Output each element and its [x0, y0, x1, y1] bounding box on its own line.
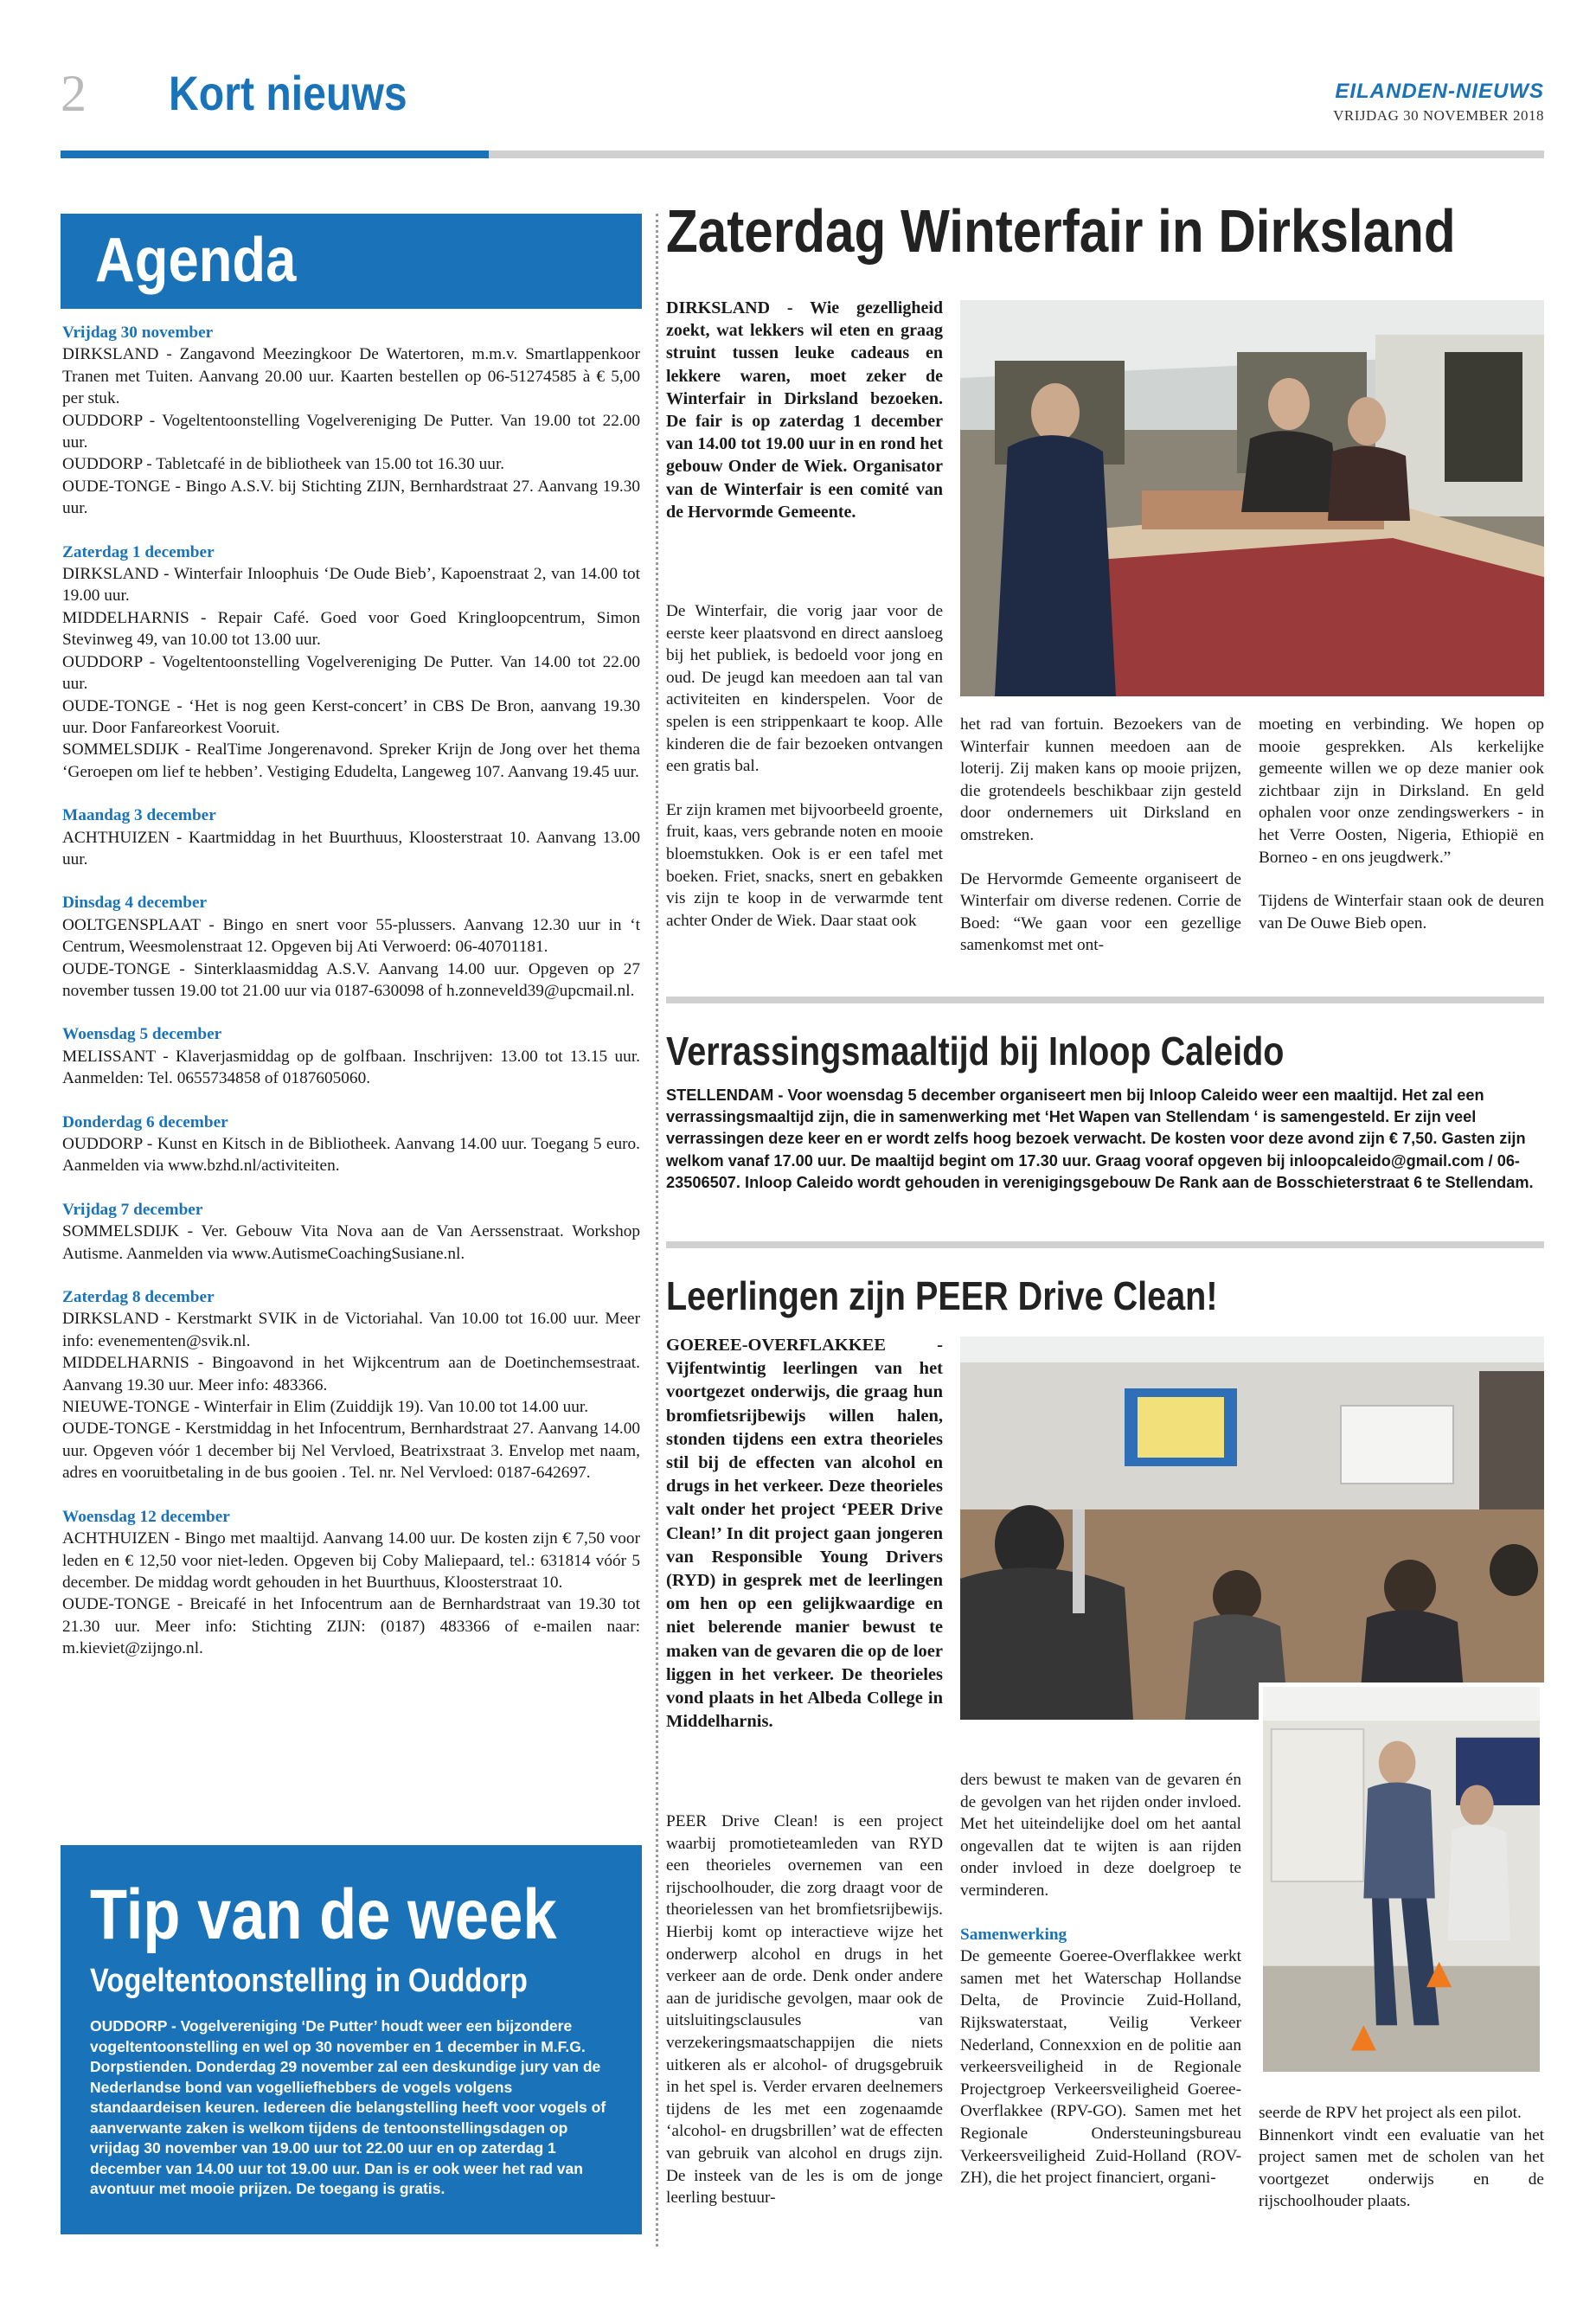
agenda-event: NIEUWE-TONGE - Winterfair in Elim (Zuiddijk 19). Van 10.00 tot 14.00 uur.	[62, 1398, 589, 1417]
agenda-banner	[61, 214, 642, 309]
tip-subtitle: Vogeltentoonstelling in Ouddorp	[90, 1963, 528, 1999]
winterfair-column-1	[666, 600, 943, 932]
agenda-event: DIRKSLAND - Winterfair Inloophuis ‘De Oude Bieb’, Kapoenstraat 2, van 14.00 tot 19.00 uur.	[62, 565, 640, 606]
peer-lead: GOEREE-OVERFLAKKEE - Vijfentwintig leerlingen van het voortgezet onderwijs, die graag hun bromfietsrijbewijs willen halen, stonden tijdens een extra theorieles stil bij de effecten van alcohol en drugs in het verkeer. Deze theorieles valt onder het project ‘PEER Drive Clean!’ In dit project gaan jongeren van Responsible Young Drivers (RYD) in gesprek met de leerlingen om hen op een gelijkwaardige en niet belerende manier bewust te maken van de gevaren die op de loer liggen in het verkeer. De theorieles vond plaats in het Albeda College in Middelharnis.	[666, 1336, 943, 1732]
agenda-day	[62, 542, 640, 783]
agenda-event: ACHTHUIZEN - Bingo met maaltijd. Aanvang 14.00 uur. De kosten zijn € 7,50 voor leden en € 12,50 voor niet-leden. Opgeven bij Coby Maliepaard, tel.: 631814 vóór 5 december. De middag wordt gehouden in het Buurthuus, Kloosterstraat 10.	[62, 1529, 640, 1592]
agenda-event: OUDDORP - Vogeltentoonstelling Vogelvereniging De Putter. Van 19.00 tot 22.00 uur.	[62, 411, 640, 452]
agenda-day-title: Woensdag 5 december	[62, 1025, 222, 1044]
agenda-day-title: Dinsdag 4 december	[62, 894, 208, 913]
edition-date: VRIJDAG 30 NOVEMBER 2018	[1333, 107, 1544, 124]
agenda-event: OUDDORP - Vogeltentoonstelling Vogelvereniging De Putter. Van 14.00 tot 22.00 uur.	[62, 652, 640, 694]
header-rule-accent	[61, 151, 489, 158]
tip-of-the-week-box	[61, 1845, 642, 2234]
agenda-day-title: Vrijdag 7 december	[62, 1200, 203, 1219]
agenda-day	[62, 804, 640, 870]
classroom-photo	[960, 1336, 1544, 1720]
agenda-event: OUDDORP - Tabletcafé in de bibliotheek van 15.00 tot 16.30 uur.	[62, 455, 505, 474]
peer-column-2	[960, 1769, 1241, 2189]
winterfair-column-2	[960, 714, 1241, 957]
peer-column-3	[1259, 2102, 1544, 2213]
paragraph: PEER Drive Clean! is een project waarbij promotieteamleden van RYD een theorieles overnemen van een rijschoolhouder, die zorg draagt voor de theorielessen van het bromfietsrijbewijs. Hierbij komt op interactieve wijze het onderwerp alcohol en drugs in het verkeer aan de orde. Denk onder andere aan de juridische gevolgen, maar ook de uitsluitingsclausules van verzekeringsmaatschappijen die niets uitkeren als er alcohol- of drugsgebruik in het spel is. Verder ervaren deelnemers tijdens de les met een zogenaamde ‘alcohol- en drugsbrillen’ wat de effecten van gebruik van alcohol en drugs zijn. De insteek van de les is om de jonge leerling bestuur-	[666, 1812, 943, 2208]
page-number: 2	[61, 65, 87, 122]
section-title: Kort nieuws	[169, 66, 407, 120]
winterfair-headline: Zaterdag Winterfair in Dirksland	[666, 197, 1456, 265]
agenda-day	[62, 1023, 640, 1089]
agenda-day	[62, 1286, 640, 1484]
agenda-event: SOMMELSDIJK - RealTime Jongerenavond. Spreker Krijn de Jong over het thema ‘Geroepen om lief te hebben’. Vestiging Edudelta, Langeweg 107. Aanvang 19.45 uur.	[62, 740, 640, 781]
winterfair-photo	[960, 300, 1544, 696]
paragraph: Tijdens de Winterfair staan ook de deuren van De Ouwe Bieb open.	[1259, 892, 1544, 933]
peer-headline: Leerlingen zijn PEER Drive Clean!	[666, 1273, 1218, 1318]
paragraph: De Winterfair, die vorig jaar voor de eerste keer plaatsvond en direct aansloeg bij het publiek, is bedoeld voor jong en oud. De jeugd kan meedoen aan tal van activiteiten en kinderspelen. Voor de spelen is een strippenkaart te koop. Alle kinderen die de fair bezoeken ontvangen een gratis bal.	[666, 602, 943, 776]
agenda-event: ACHTHUIZEN - Kaartmiddag in het Buurthuus, Kloosterstraat 10. Aanvang 13.00 uur.	[62, 828, 640, 868]
agenda-event: OUDE-TONGE - ‘Het is nog geen Kerst-concert’ in CBS De Bron, aanvang 19.30 uur. Door Fanfareorkest Vooruit.	[62, 696, 640, 737]
agenda-list	[62, 322, 640, 1660]
agenda-event: DIRKSLAND - Kerstmarkt SVIK in de Victoriahal. Van 10.00 tot 16.00 uur. Meer info: evenementen@svik.nl.	[62, 1310, 640, 1350]
agenda-event: OUDE-TONGE - Bingo A.S.V. bij Stichting ZIJN, Bernhardstraat 27. Aanvang 19.30 uur.	[62, 477, 640, 518]
agenda-day-title: Donderdag 6 december	[62, 1112, 228, 1131]
tip-title: Tip van de week	[90, 1875, 557, 1954]
agenda-day	[62, 1506, 640, 1660]
column-divider	[656, 214, 658, 2247]
paragraph: het rad van fortuin. Bezoekers van de Winterfair kunnen meedoen aan de loterij. Zij maken kans op mooie prijzen, die grotendeels beschikbaar zijn gesteld door ondernemers uit Dirksland en omstreken.	[960, 715, 1241, 844]
paragraph: seerde de RPV het project als een pilot.	[1259, 2104, 1522, 2122]
agenda-day-title: Woensdag 12 december	[62, 1507, 230, 1526]
winterfair-column-3	[1259, 714, 1544, 934]
paragraph: De Hervormde Gemeente organiseert de Winterfair om diverse redenen. Corrie de Boed: “We gaan voor een gezellige samenkomst met ont-	[960, 869, 1241, 955]
tip-body: OUDDORP - Vogelvereniging ‘De Putter’ houdt weer een bijzondere vogeltentoonstelling en wel op 30 november en 1 december in M.F.G. Dorpstienden. Donderdag 29 november zal een deskundige jury van de Nederlandse bond van vogelliefhebbers de vogels volgens standaardeisen keuren. Iedereen die belangstelling heeft voor vogels of aanverwante zaken is welkom tijdens de tentoonstellingsdagen op vrijdag 30 november van 19.00 uur tot 22.00 uur en op zaterdag 1 december van 14.00 uur tot 19.00 uur. Dan is er ook weer het rad van avontuur met mooie prijzen. De toegang is gratis.	[90, 2017, 606, 2197]
agenda-event: MIDDELHARNIS - Bingoavond in het Wijkcentrum aan de Doetinchemsestraat. Aanvang 19.30 uur. Meer info: 483366.	[62, 1354, 640, 1394]
masthead-logo: EILANDEN-NIEUWS	[1335, 80, 1544, 103]
agenda-day	[62, 322, 640, 520]
agenda-day	[62, 1112, 640, 1177]
agenda-event: MIDDELHARNIS - Repair Café. Goed voor Goed Kringloopcentrum, Simon Stevinweg 49, van 10.00 tot 13.00 uur.	[62, 608, 640, 650]
agenda-event: OUDDORP - Kunst en Kitsch in de Bibliotheek. Aanvang 14.00 uur. Toegang 5 euro. Aanmelden via www.bzhd.nl/activiteiten.	[62, 1135, 640, 1176]
agenda-event: OUDE-TONGE - Breicafé in het Infocentrum aan de Bernhardstraat van 19.30 tot 21.30 uur. Meer info: Stichting ZIJN: (0187) 483366 of e-mailen naar: m.kieviet@zijngo.nl.	[62, 1595, 640, 1658]
agenda-event: OOLTGENSPLAAT - Bingo en snert voor 55-plussers. Aanvang 12.30 uur in ‘t Centrum, Weesmolenstraat 12. Opgeven bij Ati Verwoerd: 06-40701181.	[62, 915, 640, 957]
agenda-title: Agenda	[95, 226, 297, 295]
agenda-event: OUDE-TONGE - Kerstmiddag in het Infocentrum, Bernhardstraat 27. Aanvang 14.00 uur. Opgeven vóór 1 december bij Nel Vervloed, Beatrixstraat 3. Envelop met naam, adres en vooruitbetaling in de bus gooien . Tel. nr. Nel Vervloed: 0187-642697.	[62, 1420, 640, 1483]
demonstration-photo	[1259, 1682, 1544, 2076]
paragraph: moeting en verbinding. We hopen op mooie gesprekken. Als kerkelijke gemeente willen we op deze manier ook zichtbaar zijn in Dirksland. En geld ophalen voor onze zendingswerkers - in het Verre Oosten, Nigeria, Ethiopië en Borneo - en ons jeugdwerk.”	[1259, 715, 1544, 867]
subheading-samenwerking: Samenwerking	[960, 1925, 1067, 1944]
caleido-headline: Verrassingsmaaltijd bij Inloop Caleido	[666, 1029, 1285, 1074]
paragraph: ders bewust te maken van de gevaren én de gevolgen van het rijden onder invloed. Met het uiteindelijke doel om het aantal ongevallen dat te wijten is aan rijden onder invloed in deze doelgroep te verminderen.	[960, 1771, 1241, 1900]
agenda-event: SOMMELSDIJK - Ver. Gebouw Vita Nova aan de Van Aerssenstraat. Workshop Autisme. Aanmelden via www.AutismeCoachingSusiane.nl.	[62, 1222, 640, 1263]
paragraph: Er zijn kramen met bijvoorbeeld groente, fruit, kaas, vers gebrande noten en mooie bloemstukken. Ook is er een tafel met boeken. Friet, snacks, snert en gebakken vis zijn te koop in de verwarmde tent achter Onder de Wiek. Daar staat ook	[666, 800, 943, 930]
agenda-day-title: Zaterdag 1 december	[62, 542, 215, 561]
article-divider	[666, 997, 1544, 1003]
paragraph: De gemeente Goeree-Overflakkee werkt samen met het Waterschap Hollandse Delta, de Provincie Zuid-Holland, Rijkswaterstaat, Veilig Verkeer Nederland, Connexxion en de politie aan verkeersveiligheid in de Regionale Projectgroep Verkeersveiligheid Goeree-Overflakkee (RPV-GO). Samen met het Regionale Ondersteuningsbureau Verkeersveiligheid Zuid-Holland (ROV-ZH), die het project financiert, organi-	[960, 1947, 1241, 2188]
agenda-day-title: Zaterdag 8 december	[62, 1288, 215, 1307]
agenda-event: MELISSANT - Klaverjasmiddag op de golfbaan. Inschrijven: 13.00 tot 13.15 uur. Aanmelden: Tel. 0655734858 of 0187605060.	[62, 1047, 640, 1088]
peer-column-1	[666, 1811, 943, 2209]
agenda-day-title: Vrijdag 30 november	[62, 324, 214, 342]
winterfair-lead: DIRKSLAND - Wie gezelligheid zoekt, wat lekkers wil eten en graag struint tussen leuke cadeaus en lekkere waren, moet zeker de Winterfair in Dirksland bezoeken. De fair is op zaterdag 1 december van 14.00 tot 19.00 uur in en rond het gebouw Onder de Wiek. Organisator van de Winterfair is een comité van de Hervormde Gemeente.	[666, 298, 943, 522]
agenda-event: DIRKSLAND - Zangavond Meezingkoor De Watertoren, m.m.v. Smartlappenkoor Tranen met Tuiten. Aanvang 20.00 uur. Kaarten bestellen op 06-51274585 à € 5,00 per stuk.	[62, 345, 640, 408]
paragraph: Binnenkort vindt een evaluatie van het project samen met de scholen van het voortgezet onderwijs en de rijschoolhouder plaats.	[1259, 2125, 1544, 2211]
agenda-day	[62, 1199, 640, 1265]
agenda-day	[62, 892, 640, 1002]
agenda-event: OUDE-TONGE - Sinterklaasmiddag A.S.V. Aanvang 14.00 uur. Opgeven op 27 november tussen 19.00 tot 21.00 uur via 0187-630098 of h.zonneveld39@upcmail.nl.	[62, 959, 640, 1000]
caleido-body: STELLENDAM - Voor woensdag 5 december organiseert men bij Inloop Caleido weer een maaltijd. Het zal een verrassingsmaaltijd zijn, die in samenwerking met ‘Het Wapen van Stellendam ‘ is samengesteld. Er zijn veel verrassingen deze keer en er wordt zelfs hoog bezoek verwacht. De kosten voor deze avond zijn € 7,50. Gasten zijn welkom vanaf 17.00 uur. De maaltijd begint om 17.30 uur. Graag vooraf opgeven bij inloopcaleido@gmail.com / 06-23506507. Inloop Caleido wordt gehouden in verenigingsgebouw De Rank aan de Bosschieterstraat 6 te Stellendam.	[666, 1086, 1534, 1191]
agenda-day-title: Maandag 3 december	[62, 806, 216, 825]
article-divider	[666, 1241, 1544, 1248]
